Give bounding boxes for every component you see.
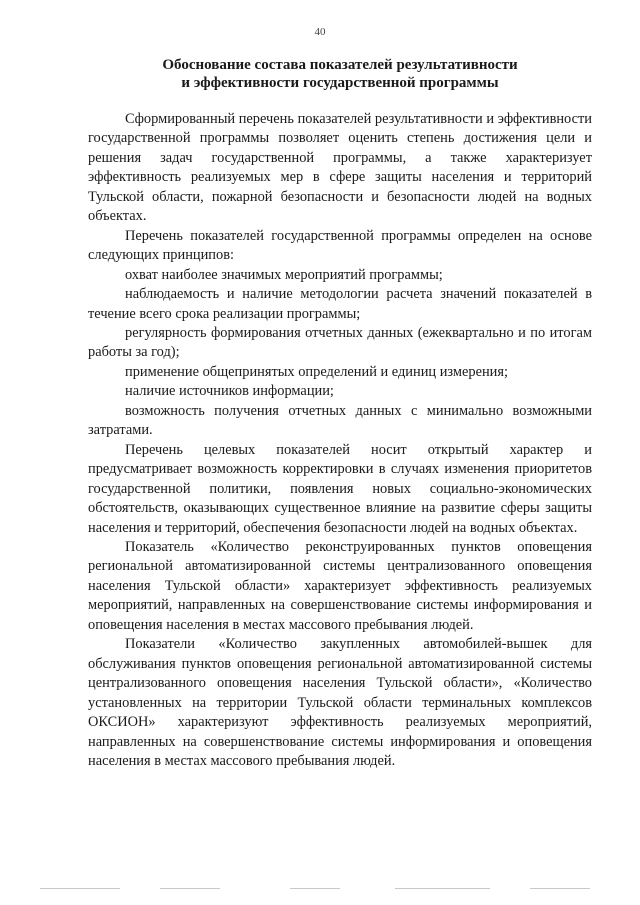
principle-item: наличие источников информации; xyxy=(125,383,334,400)
principle-item: регулярность формирования отчетных данных (ежеквартально и по итогам работы за год); xyxy=(88,324,592,361)
title-line-1: Обоснование состава показателей результативности xyxy=(162,57,518,73)
document-title xyxy=(0,56,640,92)
principle-item: охват наиболее значимых мероприятий программы; xyxy=(125,266,443,283)
paragraph-indicators: Показатели «Количество закупленных автомобилей-вышек для обслуживания пунктов оповещения региональной автоматизированной системы централизованного оповещения населения Тульской области», «Количество установленных на территории Тульской области терминальных комплексов ОКСИОН» характеризуют эффективность реализуемых мероприятий, направленных на совершенствование системы информирования и оповещения населения в местах массового пребывания людей. xyxy=(88,636,592,769)
principle-item: применение общепринятых определений и единиц измерения; xyxy=(125,363,508,380)
paragraph-principles-intro: Перечень показателей государственной программы определен на основе следующих принципов: xyxy=(88,227,592,264)
principle-item: наблюдаемость и наличие методологии расчета значений показателей в течение всего срока реализации программы; xyxy=(88,286,592,322)
paragraph-intro: Сформированный перечень показателей результативности и эффективности государственной программы позволяет оценить степень достижения цели и решения задач государственной программы, а также характеризует эффективность реализуемых мер в сфере защиты населения и территорий Тульской области, пожарной безопасности и безопасности людей на водных объектах. xyxy=(88,111,592,225)
body-text xyxy=(88,110,592,771)
principle-item: возможность получения отчетных данных с минимально возможными затратами. xyxy=(88,402,592,439)
scan-artifact-line xyxy=(0,888,640,891)
paragraph-open-list: Перечень целевых показателей носит открытый характер и предусматривает возможность корректировки в случаях изменения приоритетов государственной политики, появления новых социально-экономических обстоятельств, оказывающих существенное влияние на развитие сферы защиты населения и территорий, обеспечения безопасности людей на водных объектах. xyxy=(88,441,592,536)
page-number: 40 xyxy=(314,26,326,38)
paragraph-indicator: Показатель «Количество реконструированных пунктов оповещения региональной автоматизированной системы централизованного оповещения населения Тульской области» характеризует эффективность реализуемых мероприятий, направленных на совершенствование системы информирования и оповещения населения в местах массового пребывания людей. xyxy=(88,538,592,633)
title-line-2: и эффективности государственной программы xyxy=(181,75,499,91)
